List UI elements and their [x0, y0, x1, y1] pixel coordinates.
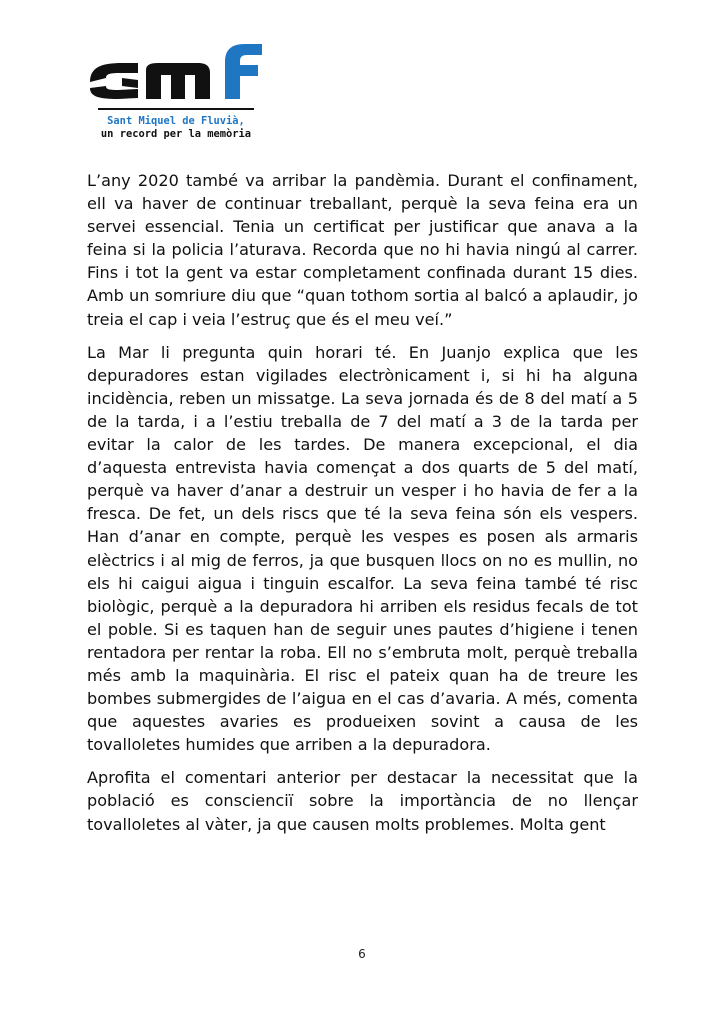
logo-letter-m	[146, 63, 210, 99]
page-number: 6	[358, 947, 366, 961]
paragraph: La Mar li pregunta quin horari té. En Juanjo explica que les depuradores estan vigilades electrònicament i, si hi ha alguna incidència, reben un missatge. La seva jornada és de 8 del matí a 5 de la tarda, i a l’estiu treballa de 7 del matí a 3 de la tarda per evitar la calor de les tardes. De manera excepcional, el dia d’aquesta entrevista havia començat a dos quarts de 5 del matí, perquè va haver d’anar a destruir un vesper i ho havia de fer a la fresca. De fet, un dels riscs que té la seva feina són els vespers. Han d’anar en compte, perquè les vespes es posen als armaris elèctrics i al mig de ferros, ja que busquen llocs on no es mullin, no els hi caigui aigua i tinguin escalfor. La seva feina també té risc biològic, perquè a la depuradora hi arriben els residus fecals de tot el poble. Si es taquen han de seguir unes pautes d’higiene i tenen rentadora per rentar la roba. Ell no s’embruta molt, perquè treballa més amb la maquinària. El risc el pateix quan ha de treure les bombes submergides de l’aigua en el cas d’avaria. A més, comenta que aquestes avaries es produeixen sovint a causa de les tovalloletes humides que arriben a la depuradora.	[87, 342, 638, 755]
logo-letter-f	[225, 44, 262, 99]
logo-tagline-line2: un record per la memòria	[100, 128, 252, 140]
document-body	[87, 169, 638, 846]
smf-logo-mark	[88, 42, 264, 106]
smf-wordmark-icon	[88, 42, 264, 106]
logo-divider	[98, 108, 254, 110]
logo-tagline-line1: Sant Miquel de Fluvià,	[107, 115, 245, 127]
logo-tagline	[88, 115, 264, 141]
logo-letter-s	[90, 63, 138, 99]
paragraph: L’any 2020 també va arribar la pandèmia. Durant el confinament, ell va haver de continuar treballant, perquè la seva feina era un servei essencial. Tenia un certificat per justificar que anava a la feina si la policia l’aturava. Recorda que no hi havia ningú al carrer. Fins i tot la gent va estar completament confinada durant 15 dies. Amb un somriure diu que “quan tothom sortia al balcó a aplaudir, jo treia el cap i veia l’estruç que és el meu veí.”	[87, 171, 638, 329]
paragraph: Aprofita el comentari anterior per destacar la necessitat que la població es conscienciï sobre la importància de no llençar tovalloletes al vàter, ja que causen molts problemes. Molta gent	[87, 768, 638, 834]
logo	[88, 42, 264, 140]
